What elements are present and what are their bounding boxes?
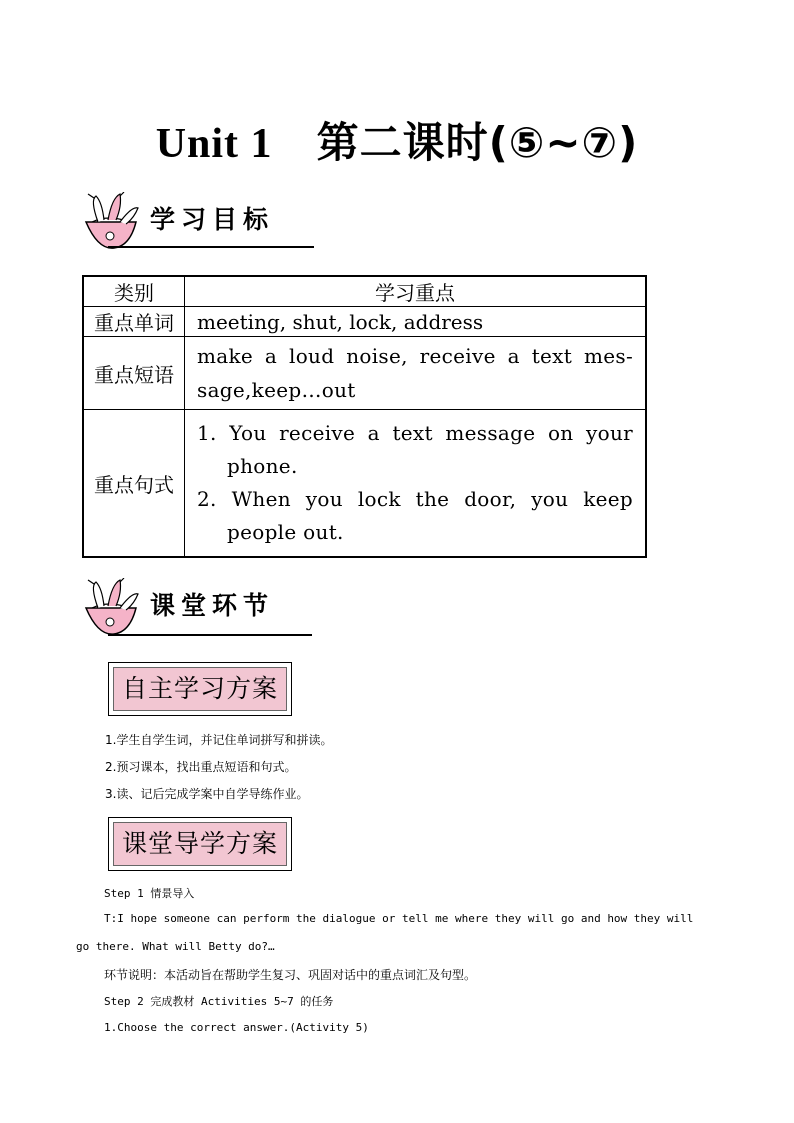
row-category: 重点短语 (83, 337, 185, 410)
activity-note: 环节说明：本活动旨在帮助学生复习、巩固对话中的重点词汇及句型。 (104, 968, 477, 982)
section-banner-goals (78, 192, 318, 254)
section-banner-class (78, 578, 318, 640)
sentence-item: 2. When you lock the door, you keep people out. (197, 487, 633, 544)
row-category: 重点单词 (83, 307, 185, 337)
flower-basket-icon (78, 192, 144, 254)
step2-heading: Step 2 完成教材 Activities 5~7 的任务 (104, 995, 334, 1008)
table-header-focus: 学习重点 (185, 276, 647, 307)
title-unit: Unit 1 (155, 121, 273, 167)
sentence-item: 1. You receive a text message on your phone. (197, 421, 633, 478)
section-underline (108, 246, 314, 248)
flower-basket-icon (78, 578, 144, 640)
table-header-category: 类别 (83, 276, 185, 307)
learning-goals-table (82, 275, 647, 558)
row-content: meeting, shut, lock, address (185, 307, 647, 337)
self-study-plan-box (108, 662, 292, 716)
section-underline (108, 634, 312, 636)
title-lesson: 第二课时(⑤~⑦) (316, 118, 639, 167)
self-study-item: 2.预习课本，找出重点短语和句式。 (105, 760, 297, 774)
class-guide-plan-label: 课堂导学方案 (113, 822, 287, 866)
section-label-goals: 学习目标 (150, 205, 275, 234)
table-row (83, 410, 646, 558)
self-study-item: 1.学生自学生词，并记住单词拼写和拼读。 (105, 733, 333, 747)
self-study-plan-label: 自主学习方案 (113, 667, 287, 711)
table-row (83, 307, 646, 337)
step1-heading: Step 1 情景导入 (104, 887, 195, 900)
table-row (83, 337, 646, 410)
section-label-class: 课堂环节 (150, 591, 275, 620)
teacher-line: T:I hope someone can perform the dialogue or tell me where they will go and how they will (104, 912, 694, 925)
row-content: make a loud noise, receive a text mes-sage,keep…out (197, 344, 633, 402)
question-1: 1.Choose the correct answer.(Activity 5) (104, 1021, 369, 1034)
teacher-line-cont: go there. What will Betty do?… (76, 940, 275, 953)
class-guide-plan-box (108, 817, 292, 871)
page-title (0, 110, 794, 170)
self-study-item: 3.读、记后完成学案中自学导练作业。 (105, 787, 309, 801)
row-category: 重点句式 (83, 410, 185, 558)
table-header-row (83, 276, 646, 307)
